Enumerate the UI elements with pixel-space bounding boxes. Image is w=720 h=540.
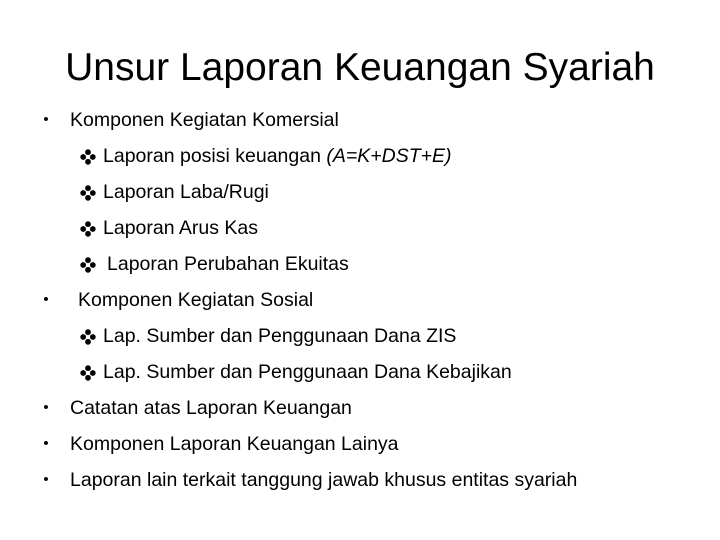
diamond-bullet-icon [80,329,96,345]
sub-list-item-formula: (A=K+DST+E) [326,145,452,167]
sub-list-item-text: Laporan Laba/Rugi [103,181,269,203]
list-item-text: Komponen Laporan Keuangan Lainya [70,433,399,455]
sub-list-item-text: Laporan Arus Kas [103,217,259,239]
list-item-text: Komponen Kegiatan Sosial [78,289,314,311]
slide-title: Unsur Laporan Keuangan Syariah [65,46,655,89]
sub-list-item-text-main: Laporan posisi keuangan [103,145,327,167]
sub-list-item-text [103,138,452,174]
sub-list-item-text: Laporan Perubahan Ekuitas [107,253,349,275]
diamond-bullet-icon [80,365,96,381]
bullet-dot-icon: • [43,291,49,308]
list-item-text: Laporan lain terkait tanggung jawab khusus entitas syariah [70,469,578,491]
sub-list-item-text: Lap. Sumber dan Penggunaan Dana ZIS [103,325,457,347]
bullet-dot-icon: • [43,111,49,128]
list-item-text: Catatan atas Laporan Keuangan [70,397,352,419]
bullet-dot-icon: • [43,471,49,488]
diamond-bullet-icon [80,221,96,237]
diamond-bullet-icon [80,149,96,165]
bullet-dot-icon: • [43,399,49,416]
bullet-dot-icon: • [43,435,49,452]
diamond-bullet-icon [80,257,96,273]
diamond-bullet-icon [80,185,96,201]
list-item-text: Komponen Kegiatan Komersial [70,109,339,131]
sub-list-item-text: Lap. Sumber dan Penggunaan Dana Kebajikan [103,361,512,383]
